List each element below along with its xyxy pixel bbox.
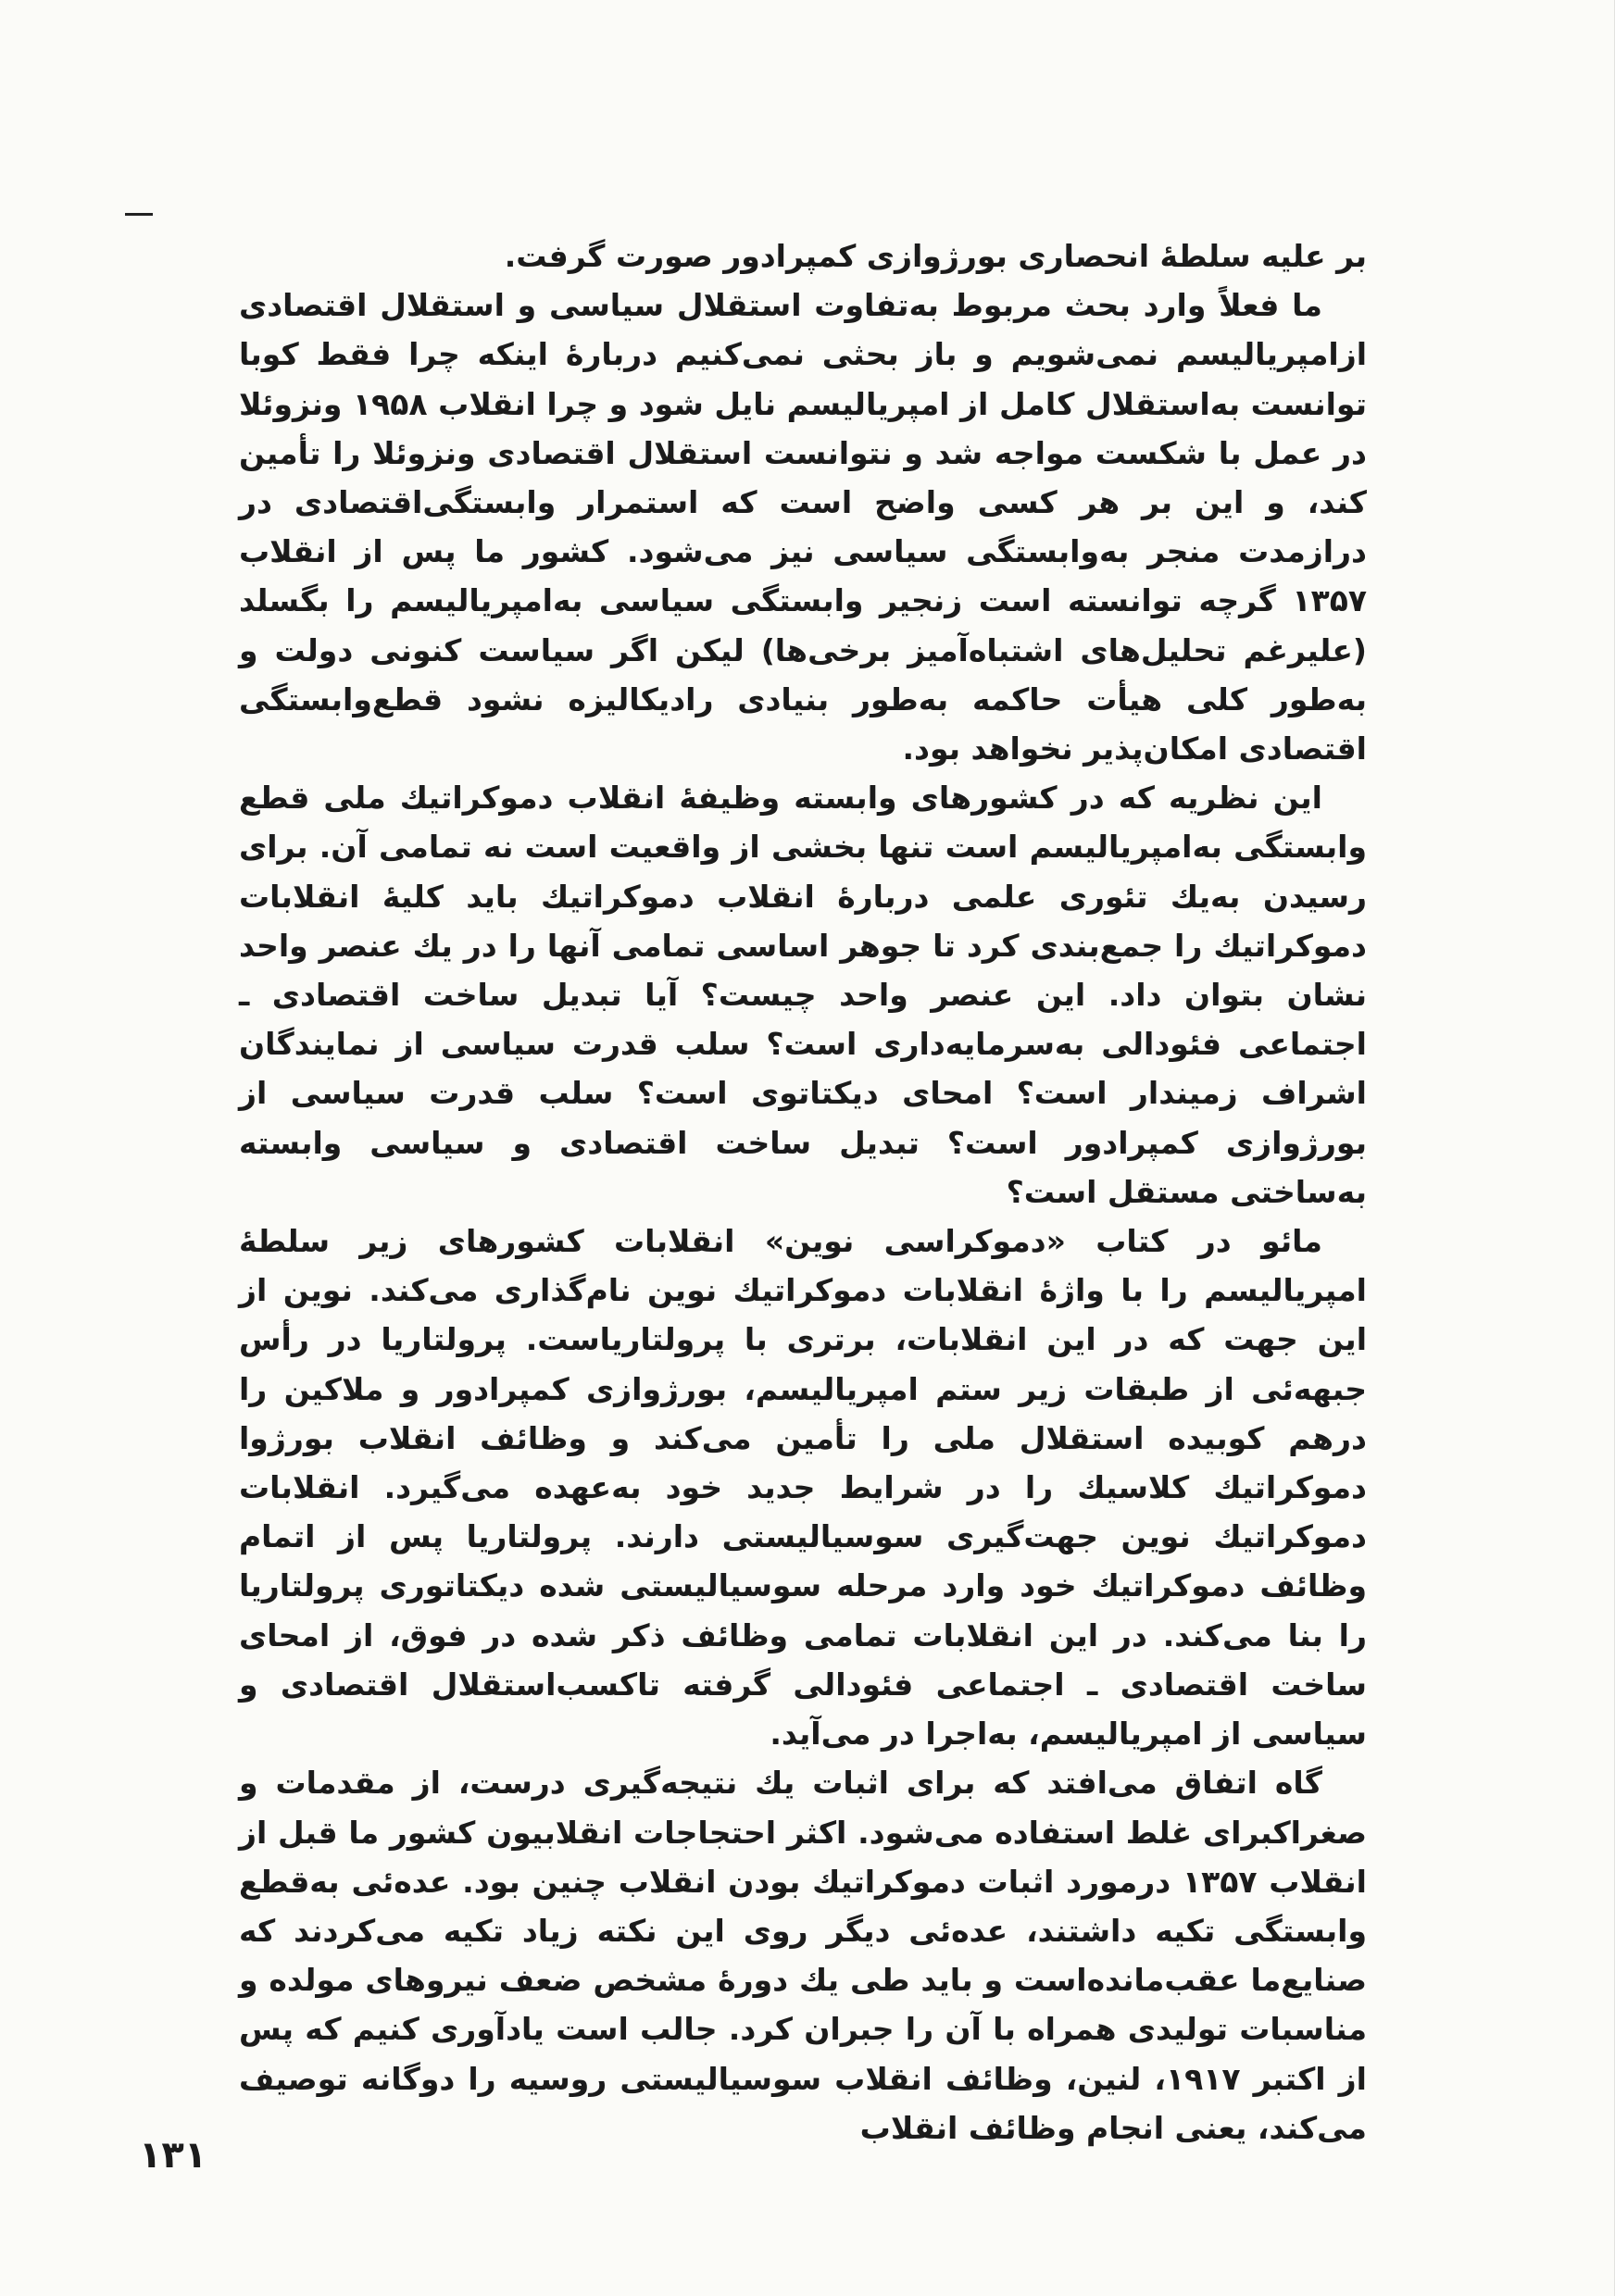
page-number: ۱۳۱ bbox=[139, 2134, 207, 2177]
paragraph-1: بر علیه سلطۀ انحصاری بورژوازی کمپرادور صورت گرفت. bbox=[504, 238, 1367, 274]
paragraph-3: این نظریه که در کشورهای وابسته وظیفۀ انقلاب دموکراتیك ملی قطع وابستگی به‌امپریالیسم است تنها بخشی از واقعیت است نه تمامی آن. برای رسیدن به‌یك تئوری علمی دربارۀ انقلاب دموکراتیك باید کلیۀ انقلابات دموکراتیك را جمع‌بندی کرد تا جوهر اساسی تمامی آنها را در یك عنصر واحد نشان بتوان داد. این عنصر واحد چیست؟ آیا تبدیل ساخت اقتصادی ـ اجتماعی فئودالی به‌سرمایه‌داری است؟ سلب قدرت سیاسی از نمایندگان اشراف زمیندار است؟ امحای دیکتاتوی است؟ سلب قدرت سیاسی از بورژوازی کمپرادور است؟ تبدیل ساخت اقتصادی و سیاسی وابسته به‌ساختی مستقل است؟ bbox=[239, 780, 1367, 1210]
paragraph-4: مائو در کتاب «دموکراسی نوین» انقلابات کشورهای زیر سلطۀ امپریالیسم را با واژۀ انقلابات دموکراتیك نوین نام‌گذاری می‌کند. نوین از این جهت که در این انقلابات، برتری با پرولتاریاست. پرولتاریا در رأس جبهه‌ئی از طبقات زیر ستم امپریالیسم، بورژوازی کمپرادور و ملاکین را درهم کوبیده استقلال ملی را تأمین می‌کند و وظائف انقلاب بورژوا دموکراتیك کلاسیك را در شرایط جدید خود به‌عهده می‌گیرد. انقلابات دموکراتیك نوین جهت‌گیری سوسیالیستی دارند. پرولتاریا پس از اتمام وظائف دموکراتیك خود وارد مرحله سوسیالیستی شده دیکتاتوری پرولتاریا را بنا می‌کند. در این انقلابات تمامی وظائف ذکر شده در فوق، از امحای ساخت اقتصادی ـ اجتماعی فئودالی گرفته تاکسب‌استقلال اقتصادی و سیاسی از امپریالیسم، به‌اجرا در می‌آید. bbox=[239, 1223, 1367, 1753]
paragraph-5: گاه اتفاق می‌افتد که برای اثبات یك نتیجه‌گیری درست، از مقدمات و صغراکبرای غلط استفاده می‌شود. اکثر احتجاجات انقلابیون کشور ما قبل از انقلاب ۱۳۵۷ درمورد اثبات دموکراتیك بودن انقلاب چنین بود. عده‌ئی به‌قطع وابستگی تکیه داشتند، عده‌ئی دیگر روی این نکته زیاد تکیه می‌کردند که صنایع‌ما عقب‌مانده‌است و باید طی یك دورۀ مشخص ضعف نیروهای مولده و مناسبات تولیدی همراه با آن را جبران کرد. جالب است یادآوری کنیم که پس از اکتبر ۱۹۱۷، لنین، وظائف انقلاب سوسیالیستی روسیه را دوگانه توصیف می‌کند، یعنی انجام وظائف انقلاب bbox=[239, 1765, 1367, 2146]
body-text bbox=[239, 231, 1367, 2152]
margin-dash bbox=[125, 213, 153, 216]
paragraph-2: ما فعلاً وارد بحث مربوط به‌تفاوت استقلال سیاسی و استقلال اقتصادی ازامپریالیسم نمی‌شویم و باز بحثی نمی‌کنیم دربارۀ اینکه چرا فقط کوبا توانست به‌استقلال کامل از امپریالیسم نایل شود و چرا انقلاب ۱۹۵۸ ونزوئلا در عمل با شکست مواجه شد و نتوانست استقلال اقتصادی ونزوئلا را تأمین کند، و این بر هر کسی واضح است که استمرار وابستگی‌اقتصادی در درازمدت منجر به‌وابستگی سیاسی نیز می‌شود. کشور ما پس از انقلاب ۱۳۵۷ گرچه توانسته است زنجیر وابستگی سیاسی به‌امپریالیسم را بگسلد (علیرغم تحلیل‌های اشتباه‌آمیز برخی‌ها) لیکن اگر سیاست کنونی دولت و به‌طور کلی هیأت حاکمه به‌طور بنیادی رادیکالیزه نشود قطع‌وابستگی اقتصادی امکان‌پذیر نخواهد بود. bbox=[239, 287, 1367, 767]
